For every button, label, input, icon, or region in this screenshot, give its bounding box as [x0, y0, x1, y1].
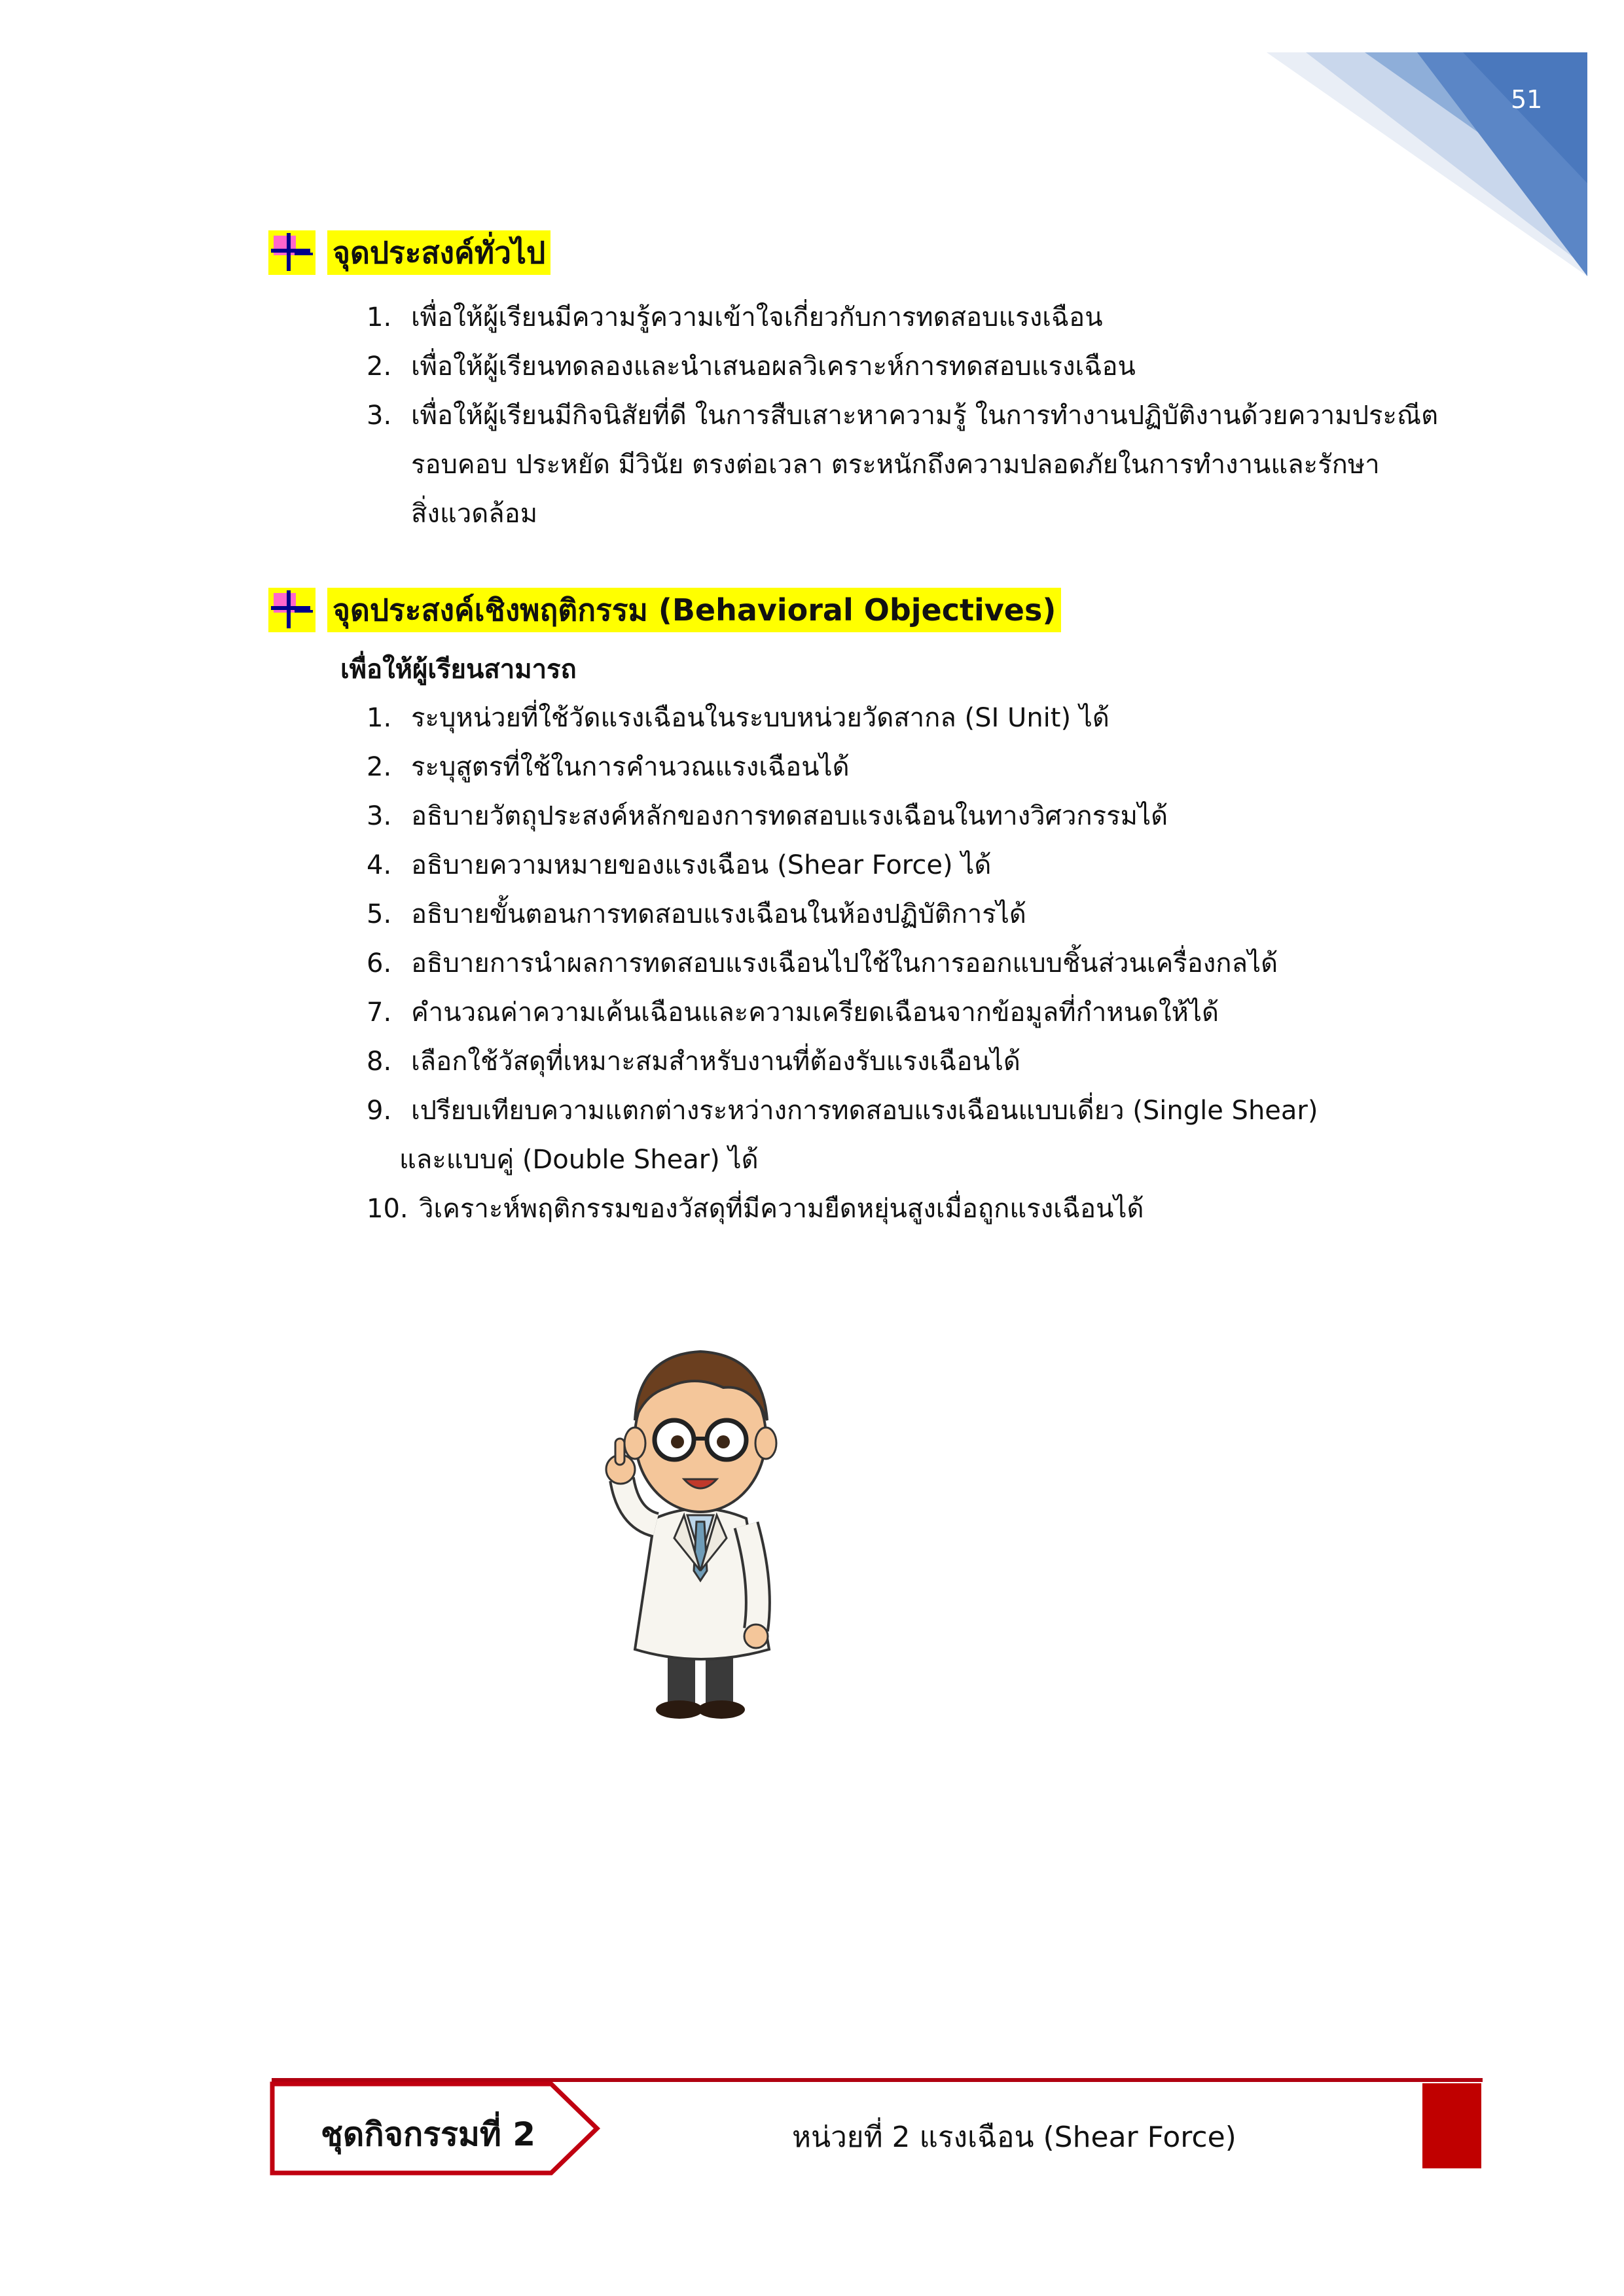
- objectives-intro: เพื่อให้ผู้เรียนสามารถ: [340, 655, 577, 685]
- list-item-continuation: สิ่งแวดล้อม: [411, 499, 538, 529]
- cross-bullet-icon: [268, 230, 316, 275]
- scientist-illustration: [583, 1322, 818, 1728]
- list-item: 3. อธิบายวัตถุประสงค์หลักของการทดสอบแรงเฉือนในทางวิศวกรรมได้: [367, 801, 1168, 831]
- list-item-continuation: รอบคอบ ประหยัด มีวินัย ตรงต่อเวลา ตระหนักถึงความปลอดภัยในการทำงานและรักษา: [411, 450, 1380, 480]
- list-item: 10. วิเคราะห์พฤติกรรมของวัสดุที่มีความยืดหยุ่นสูงเมื่อถูกแรงเฉือนได้: [367, 1194, 1144, 1224]
- list-item: 8. เลือกใช้วัสดุที่เหมาะสมสำหรับงานที่ต้องรับแรงเฉือนได้: [367, 1047, 1020, 1077]
- section-title: จุดประสงค์ทั่วไป: [327, 230, 550, 275]
- list-item: 4. อธิบายความหมายของแรงเฉือน (Shear Force) ได้: [367, 850, 992, 880]
- unit-label: หน่วยที่ 2 แรงเฉือน (Shear Force): [792, 2121, 1236, 2154]
- footer-red-block: [1422, 2083, 1481, 2168]
- list-item: 1. ระบุหน่วยที่ใช้วัดแรงเฉือนในระบบหน่วยวัดสากล (SI Unit) ได้: [367, 703, 1110, 733]
- section-behavioral-objectives-heading: [268, 588, 1061, 632]
- list-item: 2. ระบุสูตรที่ใช้ในการคำนวณแรงเฉือนได้: [367, 752, 850, 782]
- list-item: 7. คำนวณค่าความเค้นเฉือนและความเครียดเฉือนจากข้อมูลที่กำหนดให้ได้: [367, 997, 1219, 1028]
- list-item: 1. เพื่อให้ผู้เรียนมีความรู้ความเข้าใจเกี่ยวกับการทดสอบแรงเฉือน: [367, 302, 1103, 332]
- section-general-objectives-heading: [268, 230, 550, 275]
- list-item: 6. อธิบายการนำผลการทดสอบแรงเฉือนไปใช้ในการออกแบบชิ้นส่วนเครื่องกลได้: [367, 948, 1278, 978]
- list-item: 2. เพื่อให้ผู้เรียนทดลองและนำเสนอผลวิเคราะห์การทดสอบแรงเฉือน: [367, 351, 1136, 382]
- list-item: 5. อธิบายขั้นตอนการทดสอบแรงเฉือนในห้องปฏิบัติการได้: [367, 899, 1026, 929]
- list-item: 9. เปรียบเทียบความแตกต่างระหว่างการทดสอบแรงเฉือนแบบเดี่ยว (Single Shear): [367, 1096, 1318, 1126]
- general-objectives-list: [367, 293, 1438, 440]
- cross-bullet-icon: [268, 588, 316, 632]
- list-item-continuation: และแบบคู่ (Double Shear) ได้: [399, 1145, 759, 1175]
- activity-label: ชุดกิจกรรมที่ 2: [321, 2115, 536, 2153]
- behavioral-objectives-list-cont: [367, 1185, 1144, 1234]
- page-number: 51: [1511, 85, 1543, 114]
- section-title: จุดประสงค์เชิงพฤติกรรม (Behavioral Objectives): [327, 588, 1061, 632]
- behavioral-objectives-list: [367, 694, 1318, 1136]
- list-item: 3. เพื่อให้ผู้เรียนมีกิจนิสัยที่ดี ในการสืบเสาะหาความรู้ ในการทำงานปฏิบัติงานด้วยความประณีต: [367, 401, 1439, 431]
